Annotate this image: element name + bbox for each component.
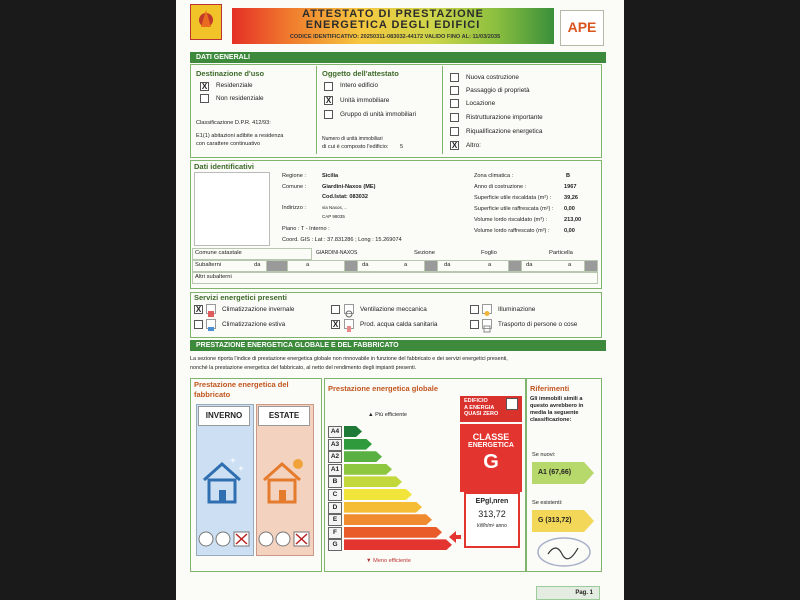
checkbox-altro[interactable]: X <box>451 141 458 150</box>
class-bar-a3 <box>344 439 372 450</box>
subalterni-row <box>192 260 598 272</box>
radiator-icon <box>206 304 216 314</box>
regione-value: Sicilia <box>322 173 339 179</box>
subalterni-a: a <box>404 262 408 268</box>
nuovi-label: Se nuovi: <box>532 452 556 458</box>
energy-class-scale <box>328 426 468 556</box>
label-trasporto: Trasporto di persone o cose <box>498 321 578 328</box>
summer-smiley-rating <box>258 530 310 553</box>
shaded-cell <box>584 260 598 272</box>
prestazione-intro-1: La sezione riporta l'indice di prestazione energetica globale non rinnovabile in funzione del fabbricato e dei servizi energetici presenti, <box>190 356 508 362</box>
class-label-d: D <box>328 502 342 514</box>
shaded-cell <box>508 260 522 272</box>
checkbox-gruppo-unita[interactable] <box>324 110 333 119</box>
shaded-cell <box>424 260 438 272</box>
arrow-left-icon <box>448 530 462 548</box>
class-bar-g <box>344 539 452 550</box>
checkbox-unita-immobiliare[interactable]: X <box>325 96 332 105</box>
oggetto-title: Oggetto dell'attestato <box>322 69 399 78</box>
checkbox-trasporto[interactable] <box>470 320 479 329</box>
label-invernale: Climatizzazione invernale <box>222 306 295 313</box>
label-passaggio-proprieta: Passaggio di proprietà <box>466 87 530 94</box>
label-riqualificazione: Riqualificazione energetica <box>466 128 543 135</box>
riferimenti-title: Riferimenti <box>530 384 570 393</box>
svg-text:+: + <box>238 464 244 475</box>
subalterni-da: da <box>444 262 451 268</box>
particella-label: Particella <box>549 250 573 256</box>
class-label-a3: A3 <box>328 439 342 451</box>
comune-catastale-label: Comune catastale <box>195 250 242 256</box>
classe-value: G <box>483 451 499 473</box>
zona-value: B <box>566 173 571 179</box>
globale-title: Prestazione energetica globale <box>328 384 439 393</box>
label-altro: Altro: <box>466 142 481 149</box>
classificazione-value-2: con carattere continuativo <box>196 141 261 147</box>
piano-value: Piano : T - Interno : <box>282 226 330 232</box>
piu-efficiente-label: ▲ Più efficiente <box>368 412 408 418</box>
ape-logo: APE <box>560 10 604 46</box>
elevator-icon <box>482 319 492 329</box>
label-gruppo-unita: Gruppo di unità immobiliari <box>340 111 417 118</box>
certificate-code: CODICE IDENTIFICATIVO: 20250311-083032-44172 VALIDO FINO AL: 11/03/2035 <box>289 34 501 40</box>
page-title: ATTESTATO DI PRESTAZIONE ENERGETICA DEGLI EDIFICI <box>302 8 484 31</box>
subalterni-da: da <box>362 262 369 268</box>
page-number: Pag. 1 <box>536 586 600 600</box>
label-non-residenziale: Non residenziale <box>216 95 264 102</box>
winter-house-icon <box>200 452 248 513</box>
ep-box: EPgl,nren 313,72 kWh/m² anno <box>464 492 520 548</box>
class-label-e: E <box>328 514 342 526</box>
sezione-label: Sezione <box>414 250 435 256</box>
checkbox-non-residenziale[interactable] <box>200 94 209 103</box>
checkbox-estiva[interactable] <box>194 320 203 329</box>
section-prestazione: PRESTAZIONE ENERGETICA GLOBALE E DEL FABBRICATO <box>190 340 606 351</box>
class-bar-c <box>344 489 412 500</box>
comune-value: Giardini-Naxos (ME) <box>322 184 376 190</box>
stamp-signature <box>534 536 594 573</box>
svg-text:+: + <box>230 456 236 467</box>
numero-unita-label-2: di cui è composto l'edificio: <box>322 144 389 150</box>
winter-smiley-rating <box>198 530 250 553</box>
fabbricato-title-2: fabbricato <box>194 390 231 399</box>
prestazione-intro-2: nonché la prestazione energetica del fabbricato, al netto del rendimento degli impianti presenti. <box>190 365 417 371</box>
classificazione-label: Classificazione D.P.R. 412/93: <box>196 120 271 126</box>
subalterni-a: a <box>306 262 310 268</box>
vol-risc-value: 213,00 <box>564 217 582 223</box>
label-residenziale: Residenziale <box>216 82 253 89</box>
class-bar-a4 <box>344 426 362 437</box>
subalterni-da: da <box>526 262 533 268</box>
destinazione-title: Destinazione d'uso <box>196 69 265 78</box>
checkbox-acqua-calda[interactable]: X <box>332 320 339 329</box>
catasto-table <box>192 248 598 285</box>
checkbox-residenziale[interactable]: X <box>201 82 208 91</box>
nuovi-value: A1 (67,66) <box>538 469 572 476</box>
shaded-cell <box>266 260 288 272</box>
subalterni-da: da <box>254 262 261 268</box>
hot-water-icon <box>344 319 354 329</box>
certificate-page <box>176 0 624 600</box>
checkbox-invernale[interactable]: X <box>195 305 202 314</box>
vol-raff-label: Volume lordo raffrescato (m³) : <box>474 228 550 234</box>
esistenti-label: Se esistenti: <box>532 500 563 506</box>
fan-icon <box>344 304 354 314</box>
summer-house-icon <box>260 452 308 513</box>
esistenti-value: G (313,72) <box>538 517 572 524</box>
subalterni-label: Subalterni <box>195 262 222 268</box>
label-intero-edificio: Intero edificio <box>340 82 379 89</box>
anno-value: 1967 <box>564 184 577 190</box>
label-nuova-costruzione: Nuova costruzione <box>466 74 519 81</box>
checkbox-ventilazione[interactable] <box>331 305 340 314</box>
sup-risc-label: Superficie utile riscaldata (m²) : <box>474 195 552 201</box>
shaded-cell <box>344 260 358 272</box>
istat-value: Cod.Istat: 083032 <box>322 194 369 200</box>
cap-value: CAP 98035 <box>322 214 345 219</box>
class-bar-b <box>344 476 402 487</box>
class-bar-e <box>344 514 432 525</box>
label-ventilazione: Ventilazione meccanica <box>360 306 427 313</box>
class-label-f: F <box>328 527 342 539</box>
building-photo-placeholder <box>194 172 270 246</box>
numero-unita-value: 5 <box>400 144 404 150</box>
checkbox-riqualificazione[interactable] <box>450 127 459 136</box>
checkbox-intero-edificio[interactable] <box>324 82 333 91</box>
servizi-title: Servizi energetici presenti <box>194 293 287 302</box>
subalterni-a: a <box>488 262 492 268</box>
zona-label: Zona climatica : <box>474 173 514 179</box>
altri-subalterni-row <box>192 272 598 284</box>
nzeb-box: EDIFICIO A ENERGIA QUASI ZERO <box>460 396 522 422</box>
sup-raff-value: 0,00 <box>564 206 575 212</box>
label-ristrutturazione: Ristrutturazione importante <box>466 114 543 121</box>
comune-catastale-value: GIARDINI-NAXOS <box>316 250 358 256</box>
indirizzo-label: Indirizzo : <box>282 205 306 211</box>
class-label-b: B <box>328 476 342 488</box>
class-label-a2: A2 <box>328 451 342 463</box>
coord-value: Coord. GIS : Lat : 37.831286 ; Long : 15.269074 <box>282 237 402 243</box>
subalterni-a: a <box>568 262 572 268</box>
class-bar-a1 <box>344 464 392 475</box>
foglio-label: Foglio <box>481 250 497 256</box>
label-locazione: Locazione <box>466 100 496 107</box>
checkbox-ristrutturazione[interactable] <box>450 113 459 122</box>
class-bar-a2 <box>344 451 382 462</box>
classe-energetica-box: CLASSE ENERGETICA G <box>460 424 522 492</box>
altri-subalterni-label: Altri subalterni <box>195 274 232 280</box>
ep-value: 313,72 <box>478 509 506 519</box>
vol-raff-value: 0,00 <box>564 228 575 234</box>
class-label-a4: A4 <box>328 426 342 438</box>
label-estiva: Climatizzazione estiva <box>222 321 286 328</box>
class-label-a1: A1 <box>328 464 342 476</box>
label-illuminazione: Illuminazione <box>498 306 536 313</box>
divider <box>316 66 317 154</box>
class-label-g: G <box>328 539 342 551</box>
classificazione-value-1: E1(1) abitazioni adibite a residenza <box>196 133 284 139</box>
class-label-c: C <box>328 489 342 501</box>
sup-risc-value: 39,26 <box>564 195 578 201</box>
label-unita-immobiliare: Unità immobiliare <box>340 97 390 104</box>
estate-label: ESTATE <box>258 406 310 426</box>
section-dati-generali: DATI GENERALI <box>190 52 606 63</box>
checkbox-passaggio-proprieta[interactable] <box>450 86 459 95</box>
anno-label: Anno di costruzione : <box>474 184 527 190</box>
sicily-logo-icon <box>190 4 222 40</box>
indirizzo-value: via Naxos, .. <box>322 205 347 210</box>
inverno-label: INVERNO <box>198 406 250 426</box>
nzeb-checkbox[interactable] <box>506 398 518 410</box>
fabbricato-title-1: Prestazione energetica del <box>194 380 289 389</box>
identificativi-title: Dati identificativi <box>194 162 255 171</box>
light-bulb-icon <box>482 304 492 314</box>
regione-label: Regione : <box>282 173 306 179</box>
vol-risc-label: Volume lordo riscaldato (m³) : <box>474 217 548 223</box>
divider <box>442 66 443 154</box>
meno-efficiente-label: ▼ Meno efficiente <box>366 558 411 564</box>
label-acqua-calda: Prod. acqua calda sanitaria <box>360 321 438 328</box>
checkbox-nuova-costruzione[interactable] <box>450 73 459 82</box>
riferimenti-text: Gli immobili simili a questo avrebbero in media la seguente classificazione: <box>530 396 584 423</box>
class-bar-d <box>344 502 422 513</box>
checkbox-illuminazione[interactable] <box>470 305 479 314</box>
comune-label: Comune : <box>282 184 307 190</box>
checkbox-locazione[interactable] <box>450 99 459 108</box>
sup-raff-label: Superficie utile raffrescata (m²) : <box>474 206 554 212</box>
numero-unita-label-1: Numero di unità immobiliari <box>322 136 383 142</box>
air-conditioner-icon <box>206 319 216 329</box>
class-bar-f <box>344 527 442 538</box>
